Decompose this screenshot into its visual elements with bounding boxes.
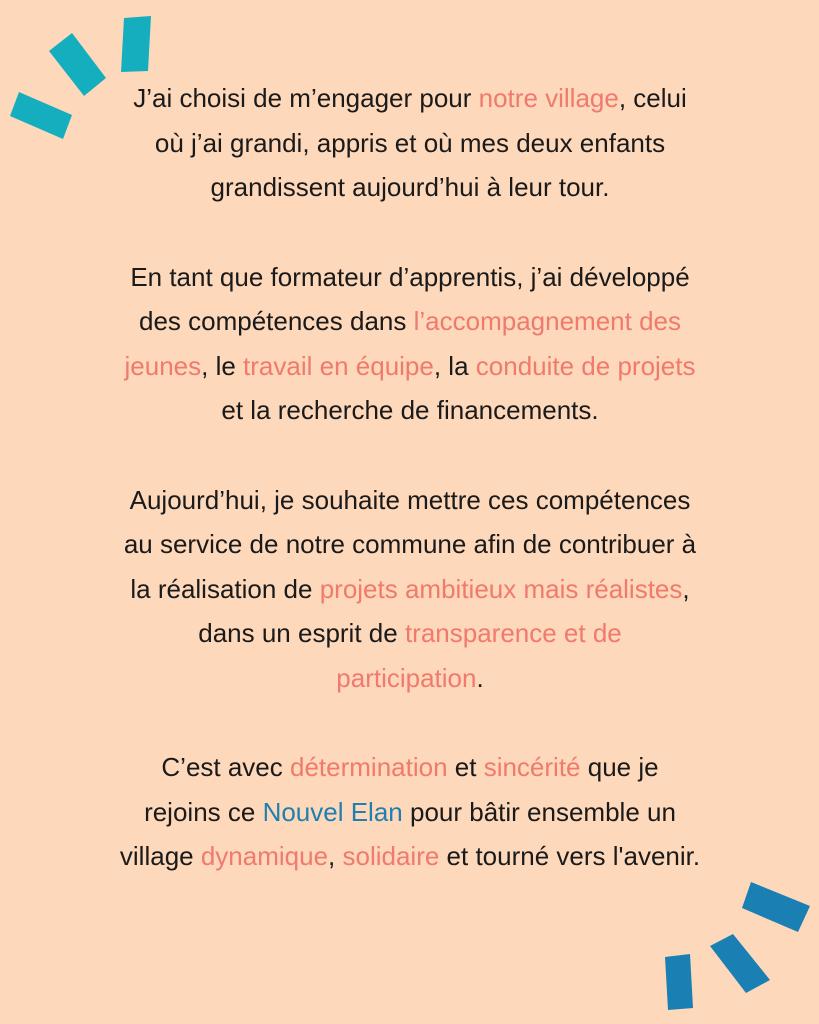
highlighted-phrase: participation	[336, 662, 477, 693]
text-line	[60, 790, 760, 835]
text-segment: Aujourd’hui, je souhaite mettre ces compétences	[129, 484, 691, 515]
text-segment: et	[447, 752, 484, 782]
highlighted-phrase: dynamique	[200, 841, 329, 871]
paragraph-2	[60, 255, 760, 433]
teal-stroke-top	[121, 16, 151, 72]
paragraph-1	[60, 76, 760, 210]
text-line	[60, 255, 760, 300]
highlighted-phrase: l’accompagnement des	[413, 306, 681, 336]
text-segment: au service de notre commune afin de contribuer à	[123, 529, 697, 559]
text-segment: ,	[682, 573, 690, 604]
text-line	[60, 478, 760, 523]
text-segment: et tourné vers l'avenir.	[439, 841, 701, 871]
text-line	[60, 121, 760, 166]
highlighted-phrase: sincérité	[483, 752, 581, 782]
paragraph-4	[60, 745, 760, 879]
blue-stroke-bottom	[665, 954, 693, 1010]
text-segment: village	[119, 841, 201, 871]
text-segment: et la recherche de financements.	[221, 395, 599, 425]
text-segment: que je	[580, 752, 659, 782]
text-segment: dans un esprit de	[198, 618, 405, 648]
text-segment: grandissent aujourd’hui à leur tour.	[210, 172, 610, 202]
candidate-statement	[60, 76, 760, 879]
text-line	[60, 76, 760, 121]
blue-stroke-right	[742, 882, 810, 932]
highlighted-phrase: notre village	[478, 83, 619, 113]
highlighted-phrase: conduite de projets	[475, 350, 696, 381]
text-line	[60, 522, 760, 567]
highlighted-phrase: détermination	[290, 752, 448, 782]
text-line	[60, 656, 760, 701]
highlighted-phrase: transparence et de	[404, 618, 622, 648]
text-line	[60, 299, 760, 344]
text-line	[60, 344, 760, 389]
blue-stroke-middle	[710, 934, 770, 993]
text-segment: ,	[328, 841, 343, 871]
text-segment: des compétences dans	[138, 306, 414, 336]
text-segment: .	[476, 662, 484, 693]
highlighted-phrase: projets ambitieux mais réalistes	[319, 573, 683, 604]
text-segment: la réalisation de	[130, 573, 320, 604]
text-line	[60, 611, 760, 656]
text-segment: C’est avec	[161, 752, 290, 782]
text-line	[60, 567, 760, 612]
text-line	[60, 745, 760, 790]
text-line	[60, 165, 760, 210]
highlighted-phrase: travail en équipe	[243, 350, 434, 381]
text-segment: J’ai choisi de m’engager pour	[133, 83, 479, 113]
paragraph-spacer	[60, 700, 760, 745]
text-line	[60, 388, 760, 433]
paragraph-spacer	[60, 433, 760, 478]
paragraph-spacer	[60, 210, 760, 255]
brand-name: Nouvel Elan	[262, 796, 403, 827]
highlighted-phrase: jeunes	[124, 350, 202, 381]
text-segment: où j’ai grandi, appris et où mes deux enfants	[154, 127, 666, 158]
text-segment: pour bâtir ensemble un	[402, 796, 676, 827]
text-line	[60, 834, 760, 879]
paragraph-3	[60, 478, 760, 701]
text-segment: , la	[433, 350, 476, 381]
text-segment: , celui	[618, 83, 687, 113]
text-segment: , le	[201, 350, 244, 381]
text-segment: rejoins ce	[144, 796, 263, 827]
highlighted-phrase: solidaire	[342, 841, 440, 871]
text-segment: En tant que formateur d’apprentis, j’ai développé	[130, 261, 690, 292]
